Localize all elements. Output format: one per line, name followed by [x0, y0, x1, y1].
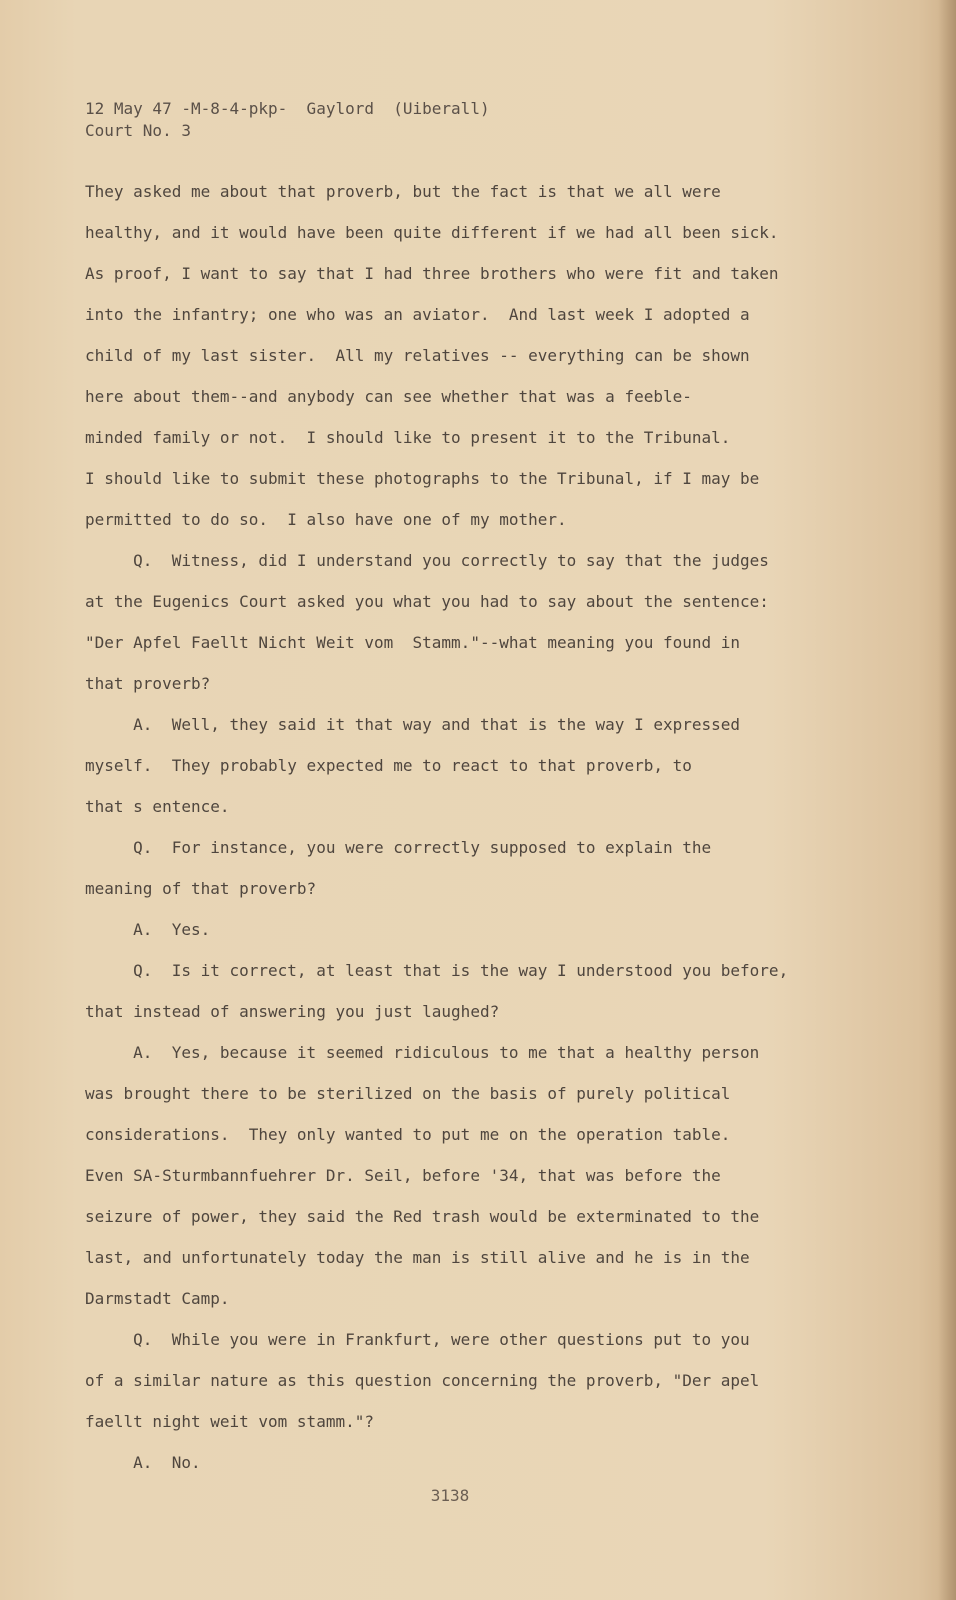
- transcript-line: A. Yes, because it seemed ridiculous to me that a healthy person: [85, 1043, 760, 1062]
- header-court-line: Court No. 3: [85, 121, 191, 140]
- transcript-line: myself. They probably expected me to react to that proverb, to: [85, 756, 692, 775]
- transcript-line: last, and unfortunately today the man is still alive and he is in the: [85, 1248, 750, 1267]
- transcript-line: seizure of power, they said the Red trash would be exterminated to the: [85, 1207, 760, 1226]
- transcript-line: Q. While you were in Frankfurt, were other questions put to you: [85, 1330, 750, 1349]
- transcript-line: Darmstadt Camp.: [85, 1289, 230, 1308]
- page-number: 3138: [430, 1486, 470, 1505]
- transcript-line: was brought there to be sterilized on the basis of purely political: [85, 1084, 731, 1103]
- document-header: [85, 98, 490, 142]
- transcript-line: Q. For instance, you were correctly supposed to explain the: [85, 838, 712, 857]
- transcript-line: meaning of that proverb?: [85, 879, 317, 898]
- transcript-body: [85, 179, 845, 1491]
- transcript-line: "Der Apfel Faellt Nicht Weit vom Stamm."--what meaning you found in: [85, 633, 741, 652]
- transcript-line: permitted to do so. I also have one of my mother.: [85, 510, 567, 529]
- transcript-line: that instead of answering you just laughed?: [85, 1002, 500, 1021]
- transcript-line: here about them--and anybody can see whether that was a feeble-: [85, 387, 692, 406]
- transcript-line: minded family or not. I should like to present it to the Tribunal.: [85, 428, 731, 447]
- transcript-line: I should like to submit these photographs to the Tribunal, if I may be: [85, 469, 760, 488]
- header-session-line: 12 May 47 -M-8-4-pkp- Gaylord (Uiberall): [85, 99, 490, 118]
- transcript-line: considerations. They only wanted to put me on the operation table.: [85, 1125, 731, 1144]
- transcript-line: They asked me about that proverb, but the fact is that we all were: [85, 182, 721, 201]
- transcript-line: into the infantry; one who was an aviator. And last week I adopted a: [85, 305, 750, 324]
- transcript-line: of a similar nature as this question concerning the proverb, "Der apel: [85, 1371, 760, 1390]
- transcript-line: Q. Witness, did I understand you correctly to say that the judges: [85, 551, 769, 570]
- page-edge-shadow: [938, 0, 956, 1600]
- transcript-line: that s entence.: [85, 797, 230, 816]
- transcript-line: at the Eugenics Court asked you what you had to say about the sentence:: [85, 592, 769, 611]
- transcript-line: Even SA-Sturmbannfuehrer Dr. Seil, before '34, that was before the: [85, 1166, 721, 1185]
- transcript-line: A. No.: [85, 1453, 201, 1472]
- transcript-line: A. Well, they said it that way and that is the way I expressed: [85, 715, 741, 734]
- transcript-line: A. Yes.: [85, 920, 211, 939]
- transcript-line: child of my last sister. All my relatives -- everything can be shown: [85, 346, 750, 365]
- transcript-line: Q. Is it correct, at least that is the way I understood you before,: [85, 961, 789, 980]
- transcript-line: faellt night weit vom stamm."?: [85, 1412, 374, 1431]
- transcript-line: that proverb?: [85, 674, 211, 693]
- transcript-line: healthy, and it would have been quite different if we had all been sick.: [85, 223, 779, 242]
- transcript-line: As proof, I want to say that I had three brothers who were fit and taken: [85, 264, 779, 283]
